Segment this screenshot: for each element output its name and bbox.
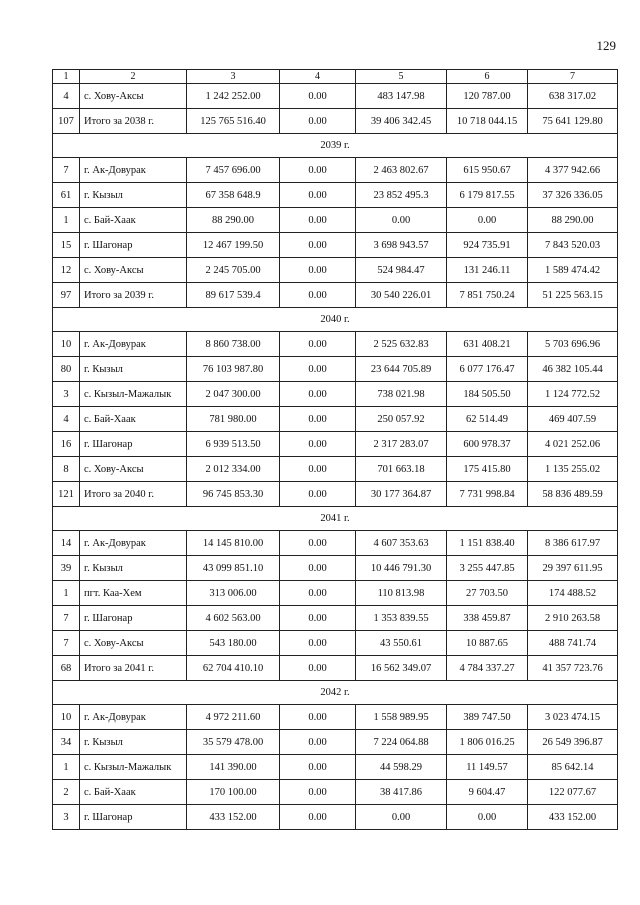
table-cell: 62 704 410.10 [187,656,280,681]
table-cell: 184 505.50 [447,382,528,407]
table-cell: 0.00 [280,283,356,308]
table-cell: 0.00 [356,208,447,233]
table-cell: 615 950.67 [447,158,528,183]
table-cell: 7 224 064.88 [356,730,447,755]
table-row [53,780,618,805]
table-cell: г. Ак-Довурак [80,705,187,730]
column-header: 5 [356,70,447,84]
table-cell: 2 245 705.00 [187,258,280,283]
table-cell: 125 765 516.40 [187,109,280,134]
table-cell: 0.00 [280,656,356,681]
table-cell: 0.00 [280,531,356,556]
table-cell: 11 149.57 [447,755,528,780]
table-cell: 43 550.61 [356,631,447,656]
table-cell: 0.00 [280,332,356,357]
table-cell: 1 242 252.00 [187,84,280,109]
table-cell: с. Бай-Хаак [80,208,187,233]
table-cell: с. Хову-Аксы [80,457,187,482]
table-cell: 14 145 810.00 [187,531,280,556]
table-cell: 10 [53,332,80,357]
table-cell: 600 978.37 [447,432,528,457]
table-cell: 0.00 [280,755,356,780]
table-cell: 122 077.67 [528,780,618,805]
table-cell: 3 [53,805,80,830]
table-cell: 1 589 474.42 [528,258,618,283]
table-row [53,84,618,109]
table-cell: 2 525 632.83 [356,332,447,357]
table-row [53,556,618,581]
table-cell: 23 852 495.3 [356,183,447,208]
table-cell: 6 939 513.50 [187,432,280,457]
table-cell: 12 [53,258,80,283]
table-cell: 43 099 851.10 [187,556,280,581]
column-header: 6 [447,70,528,84]
table-cell: 29 397 611.95 [528,556,618,581]
table-cell: 2 047 300.00 [187,382,280,407]
table-cell: 1 124 772.52 [528,382,618,407]
table-row [53,730,618,755]
table-row [53,158,618,183]
table-cell: 924 735.91 [447,233,528,258]
table-cell: 10 718 044.15 [447,109,528,134]
table-cell: 16 [53,432,80,457]
year-label: 2039 г. [53,134,618,158]
table-cell: 175 415.80 [447,457,528,482]
table-cell: 41 357 723.76 [528,656,618,681]
table-cell: 1 806 016.25 [447,730,528,755]
table-row [53,606,618,631]
table-row [53,357,618,382]
table-cell: пгт. Каа-Хем [80,581,187,606]
table-cell: 1 558 989.95 [356,705,447,730]
table-cell: 0.00 [447,805,528,830]
year-section-row [53,308,618,332]
table-cell: 4 784 337.27 [447,656,528,681]
table-row [53,283,618,308]
table-cell: Итого за 2041 г. [80,656,187,681]
table-cell: 8 860 738.00 [187,332,280,357]
table-cell: 7 731 998.84 [447,482,528,507]
table-cell: Итого за 2039 г. [80,283,187,308]
table-cell: 39 406 342.45 [356,109,447,134]
table-cell: 30 540 226.01 [356,283,447,308]
table-cell: 0.00 [280,233,356,258]
table-cell: 7 843 520.03 [528,233,618,258]
table-cell: 3 698 943.57 [356,233,447,258]
column-header: 4 [280,70,356,84]
table-cell: 61 [53,183,80,208]
table-cell: 170 100.00 [187,780,280,805]
column-header: 1 [53,70,80,84]
page-number: 129 [596,38,616,53]
table-cell: 0.00 [280,407,356,432]
table-cell: 4 [53,407,80,432]
table-cell: 4 377 942.66 [528,158,618,183]
table-cell: 12 467 199.50 [187,233,280,258]
table-cell: 0.00 [280,482,356,507]
table-cell: 44 598.29 [356,755,447,780]
table-cell: 7 [53,606,80,631]
table-cell: 2 317 283.07 [356,432,447,457]
table-cell: 0.00 [280,158,356,183]
table-cell: 0.00 [280,382,356,407]
table-cell: г. Ак-Довурак [80,332,187,357]
table-cell: 4 [53,84,80,109]
table-cell: 524 984.47 [356,258,447,283]
table-cell: 5 703 696.96 [528,332,618,357]
table-cell: 96 745 853.30 [187,482,280,507]
table-cell: 39 [53,556,80,581]
table-cell: 1 135 255.02 [528,457,618,482]
table-cell: 8 386 617.97 [528,531,618,556]
table-cell: 638 317.02 [528,84,618,109]
table-cell: 3 [53,382,80,407]
table-cell: 88 290.00 [528,208,618,233]
year-section-row [53,134,618,158]
column-header: 2 [80,70,187,84]
table-cell: 0.00 [280,581,356,606]
table-row [53,457,618,482]
table-cell: 469 407.59 [528,407,618,432]
table-cell: Итого за 2038 г. [80,109,187,134]
table-cell: 631 408.21 [447,332,528,357]
table-cell: 76 103 987.80 [187,357,280,382]
table-row [53,332,618,357]
table-cell: 6 179 817.55 [447,183,528,208]
table-cell: 0.00 [280,357,356,382]
table-cell: 23 644 705.89 [356,357,447,382]
table-cell: 0.00 [280,805,356,830]
table-cell: 120 787.00 [447,84,528,109]
table-cell: 0.00 [447,208,528,233]
table-cell: 58 836 489.59 [528,482,618,507]
table-cell: 4 602 563.00 [187,606,280,631]
table-cell: с. Хову-Аксы [80,631,187,656]
year-label: 2042 г. [53,681,618,705]
table-row [53,258,618,283]
table-cell: с. Кызыл-Мажалык [80,755,187,780]
table-cell: г. Шагонар [80,233,187,258]
table-cell: 4 972 211.60 [187,705,280,730]
table-cell: 1 [53,755,80,780]
table-cell: 313 006.00 [187,581,280,606]
table-cell: 10 446 791.30 [356,556,447,581]
table-cell: 141 390.00 [187,755,280,780]
table-row [53,482,618,507]
table-cell: 6 077 176.47 [447,357,528,382]
table-cell: г. Кызыл [80,183,187,208]
table-cell: с. Бай-Хаак [80,780,187,805]
year-label: 2040 г. [53,308,618,332]
table-cell: 0.00 [280,631,356,656]
table-cell: 16 562 349.07 [356,656,447,681]
table-cell: 433 152.00 [528,805,618,830]
table-cell: 2 012 334.00 [187,457,280,482]
table-cell: 10 887.65 [447,631,528,656]
table-cell: 10 [53,705,80,730]
table-cell: 2 463 802.67 [356,158,447,183]
table-cell: 250 057.92 [356,407,447,432]
table-cell: 7 [53,158,80,183]
table-cell: 110 813.98 [356,581,447,606]
table-cell: 1 151 838.40 [447,531,528,556]
table-cell: 80 [53,357,80,382]
table-cell: 9 604.47 [447,780,528,805]
table-cell: 4 607 353.63 [356,531,447,556]
column-number-row [53,70,618,84]
table-row [53,581,618,606]
table-cell: г. Кызыл [80,730,187,755]
table-cell: 0.00 [280,705,356,730]
table-body [53,84,618,830]
table-cell: 68 [53,656,80,681]
table-cell: 2 [53,780,80,805]
table-cell: г. Кызыл [80,556,187,581]
table-cell: 4 021 252.06 [528,432,618,457]
table-cell: 38 417.86 [356,780,447,805]
table-cell: с. Хову-Аксы [80,258,187,283]
table-cell: 62 514.49 [447,407,528,432]
table-cell: 483 147.98 [356,84,447,109]
table-cell: 46 382 105.44 [528,357,618,382]
table-cell: 3 255 447.85 [447,556,528,581]
table-cell: 85 642.14 [528,755,618,780]
table-cell: 97 [53,283,80,308]
table-cell: 0.00 [280,780,356,805]
table-cell: 0.00 [280,258,356,283]
table-cell: 35 579 478.00 [187,730,280,755]
table-cell: с. Хову-Аксы [80,84,187,109]
table-cell: с. Кызыл-Мажалык [80,382,187,407]
table-row [53,109,618,134]
table-cell: 3 023 474.15 [528,705,618,730]
column-header: 3 [187,70,280,84]
table-cell: 1 [53,208,80,233]
table-cell: 75 641 129.80 [528,109,618,134]
table-cell: 37 326 336.05 [528,183,618,208]
table-cell: 0.00 [280,556,356,581]
table-row [53,407,618,432]
table-cell: г. Шагонар [80,432,187,457]
table-cell: 0.00 [280,208,356,233]
table-cell: 0.00 [280,730,356,755]
table-cell: 0.00 [280,606,356,631]
table-row [53,705,618,730]
table-cell: 174 488.52 [528,581,618,606]
table-cell: 2 910 263.58 [528,606,618,631]
table-row [53,656,618,681]
column-header: 7 [528,70,618,84]
table-cell: 131 246.11 [447,258,528,283]
table-row [53,208,618,233]
table-cell: 88 290.00 [187,208,280,233]
table-row [53,382,618,407]
table-cell: 0.00 [280,432,356,457]
table-row [53,755,618,780]
table-cell: г. Шагонар [80,606,187,631]
table-cell: 7 457 696.00 [187,158,280,183]
table-cell: 15 [53,233,80,258]
table-cell: 0.00 [356,805,447,830]
table-row [53,805,618,830]
year-section-row [53,507,618,531]
table-cell: 34 [53,730,80,755]
table-cell: 26 549 396.87 [528,730,618,755]
table-cell: 121 [53,482,80,507]
table-cell: 7 851 750.24 [447,283,528,308]
table-cell: 14 [53,531,80,556]
table-cell: г. Ак-Довурак [80,531,187,556]
table-cell: 701 663.18 [356,457,447,482]
table-cell: 67 358 648.9 [187,183,280,208]
table-cell: 738 021.98 [356,382,447,407]
year-section-row [53,681,618,705]
table-cell: 389 747.50 [447,705,528,730]
table-cell: 0.00 [280,183,356,208]
table-cell: 543 180.00 [187,631,280,656]
table-cell: 1 353 839.55 [356,606,447,631]
table-cell: 7 [53,631,80,656]
table-cell: 27 703.50 [447,581,528,606]
table-row [53,432,618,457]
table-cell: 338 459.87 [447,606,528,631]
table-cell: 0.00 [280,457,356,482]
table-cell: 0.00 [280,84,356,109]
table-cell: 30 177 364.87 [356,482,447,507]
table-cell: 1 [53,581,80,606]
table-cell: 433 152.00 [187,805,280,830]
table-cell: 781 980.00 [187,407,280,432]
table-cell: г. Ак-Довурак [80,158,187,183]
table-cell: 51 225 563.15 [528,283,618,308]
table-cell: 488 741.74 [528,631,618,656]
table-cell: 89 617 539.4 [187,283,280,308]
table-cell: 0.00 [280,109,356,134]
table-row [53,631,618,656]
table-row [53,233,618,258]
table-row [53,183,618,208]
table-cell: 107 [53,109,80,134]
data-table [52,69,618,830]
table-row [53,531,618,556]
table-cell: г. Кызыл [80,357,187,382]
table-cell: 8 [53,457,80,482]
table-cell: Итого за 2040 г. [80,482,187,507]
table-cell: с. Бай-Хаак [80,407,187,432]
table-cell: г. Шагонар [80,805,187,830]
year-label: 2041 г. [53,507,618,531]
